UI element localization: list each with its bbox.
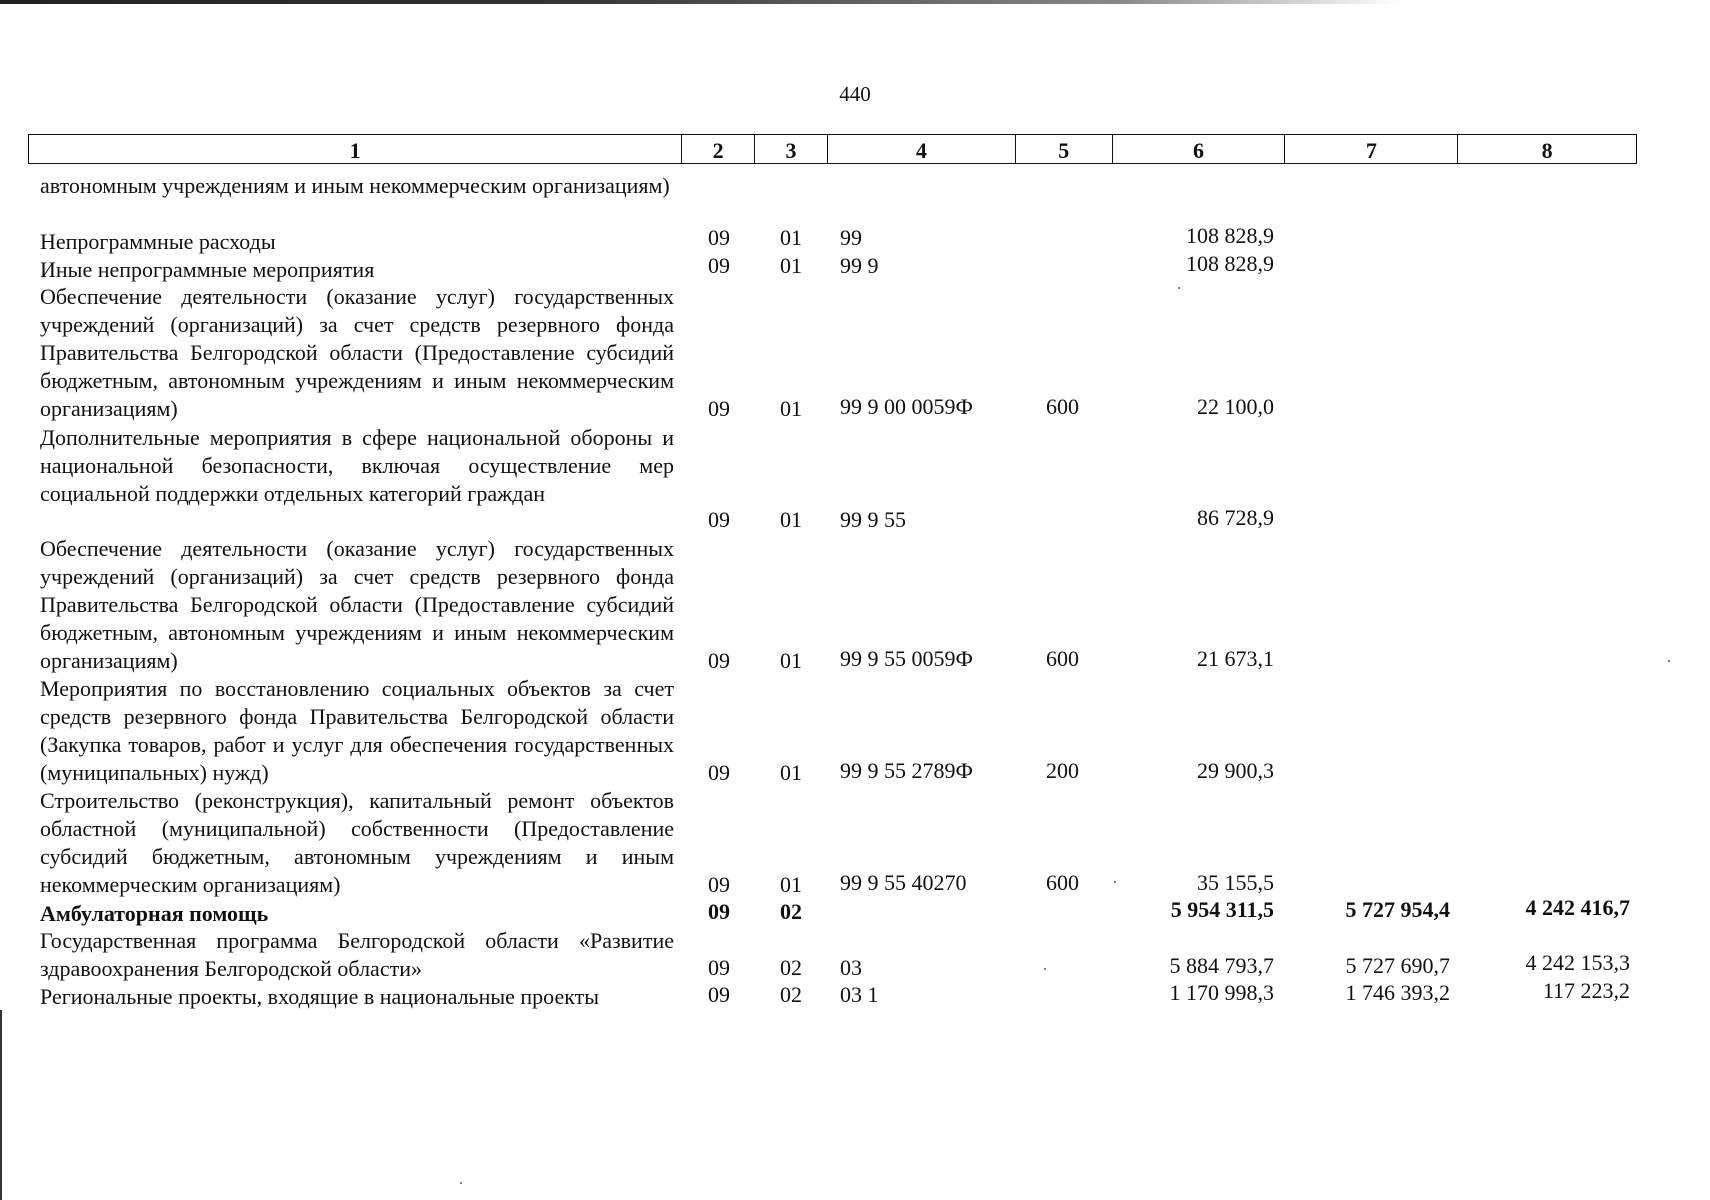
row-col-8: 4 242 416,7 (1525, 895, 1630, 920)
row-col-4: 03 (840, 955, 862, 980)
header-col-8: 8 (1541, 138, 1553, 163)
row-col-3: 01 (780, 507, 802, 532)
scan-speck (1114, 881, 1116, 883)
row-col-2: 09 (708, 872, 730, 897)
page-number: 440 (839, 82, 871, 106)
header-col-1: 1 (29, 135, 682, 163)
row-col-2: 09 (708, 253, 730, 278)
row-col-6: 22 100,0 (1197, 394, 1274, 419)
row-col-7: 5 727 954,4 (1345, 897, 1450, 922)
row-description: автономным учреждениям и иным некоммерческим организациям) (40, 173, 670, 198)
header-col-5: 5 (1016, 135, 1113, 163)
row-col-2: 09 (708, 899, 730, 924)
row-col-5: 200 (1046, 758, 1079, 783)
row-col-2: 09 (708, 982, 730, 1007)
row-col-3: 01 (780, 396, 802, 421)
row-col-6: 21 673,1 (1197, 646, 1274, 671)
row-col-7: 5 727 690,7 (1345, 953, 1450, 978)
row-col-3: 01 (780, 253, 802, 278)
row-col-6: 86 728,9 (1197, 505, 1274, 530)
scan-speck (1668, 660, 1670, 662)
row-col-4: 99 9 00 0059Ф (840, 394, 973, 419)
header-col-6: 6 (1113, 135, 1286, 163)
row-col-8: 4 242 153,3 (1525, 950, 1630, 975)
row-col-6: 29 900,3 (1197, 758, 1274, 783)
row-col-3: 01 (780, 648, 802, 673)
scan-speck (460, 1182, 462, 1184)
row-col-6: 1 170 998,3 (1169, 980, 1274, 1005)
scan-speck (1044, 968, 1046, 970)
row-col-4: 99 9 55 0059Ф (840, 646, 973, 671)
row-col-5: 600 (1046, 870, 1079, 895)
row-col-3: 02 (780, 899, 802, 924)
row-col-6: 108 828,9 (1186, 223, 1274, 248)
row-col-6: 108 828,9 (1186, 251, 1274, 276)
row-col-7: 1 746 393,2 (1345, 980, 1450, 1005)
row-description: Обеспечение деятельности (оказание услуг) государственных учреждений (организаций) за счет средств резервного фонда Правительства Белгородской области (Предоставление субсидий бюджетным, автономным учреждениям и иным некоммерческим организациям) (40, 536, 674, 673)
header-col-7: 7 (1285, 135, 1458, 163)
row-description: Иные непрограммные мероприятия (40, 257, 375, 282)
row-description: Государственная программа Белгородской области «Развитие здравоохранения Белгородской области» (40, 928, 674, 981)
row-col-2: 09 (708, 955, 730, 980)
row-col-4: 99 (840, 225, 862, 250)
scan-edge-top (0, 0, 1400, 4)
header-col-3: 3 (755, 135, 828, 163)
row-description: Амбулаторная помощь (40, 901, 269, 926)
row-description: Строительство (реконструкция), капитальный ремонт объектов областной (муниципальной) собственности (Предоставление субсидий бюджетным, автономным учреждениям и иным некоммерческим организациям) (40, 788, 674, 897)
scan-margin-line (0, 1010, 2, 1200)
row-col-8: 117 223,2 (1542, 978, 1630, 1003)
row-col-4: 03 1 (840, 982, 879, 1007)
row-col-3: 02 (780, 955, 802, 980)
row-col-6: 5 954 311,5 (1170, 897, 1274, 922)
row-col-4: 99 9 55 (840, 507, 906, 532)
row-col-2: 09 (708, 648, 730, 673)
row-col-2: 09 (708, 507, 730, 532)
row-col-2: 09 (708, 760, 730, 785)
row-col-3: 01 (780, 225, 802, 250)
row-col-5: 600 (1046, 394, 1079, 419)
row-col-6: 35 155,5 (1197, 870, 1274, 895)
row-col-3: 01 (780, 760, 802, 785)
row-col-4: 99 9 55 40270 (840, 870, 967, 895)
row-col-4: 99 9 55 2789Ф (840, 758, 973, 783)
row-col-2: 09 (708, 396, 730, 421)
table-header (28, 134, 1637, 164)
row-description: Мероприятия по восстановлению социальных объектов за счет средств резервного фонда Правительства Белгородской области (Закупка товаров, работ и услуг для обеспечения государственных (муниципальных) нужд) (40, 676, 674, 785)
row-description: Обеспечение деятельности (оказание услуг) государственных учреждений (организаций) за счет средств резервного фонда Правительства Белгородской области (Предоставление субсидий бюджетным, автономным учреждениям и иным некоммерческим организациям) (40, 284, 674, 421)
row-description: Региональные проекты, входящие в национальные проекты (40, 984, 600, 1009)
row-col-4: 99 9 (840, 253, 879, 278)
row-col-3: 01 (780, 872, 802, 897)
row-col-5: 600 (1046, 646, 1079, 671)
row-col-6: 5 884 793,7 (1169, 953, 1274, 978)
row-col-2: 09 (708, 225, 730, 250)
row-description: Непрограммные расходы (40, 229, 276, 254)
scan-speck (1178, 287, 1180, 289)
header-col-2: 2 (682, 135, 755, 163)
header-col-4: 4 (828, 135, 1016, 163)
row-col-3: 02 (780, 982, 802, 1007)
row-description: Дополнительные мероприятия в сфере национальной обороны и национальной безопасности, включая осуществление мер социальной поддержки отдельных категорий граждан (40, 425, 674, 506)
